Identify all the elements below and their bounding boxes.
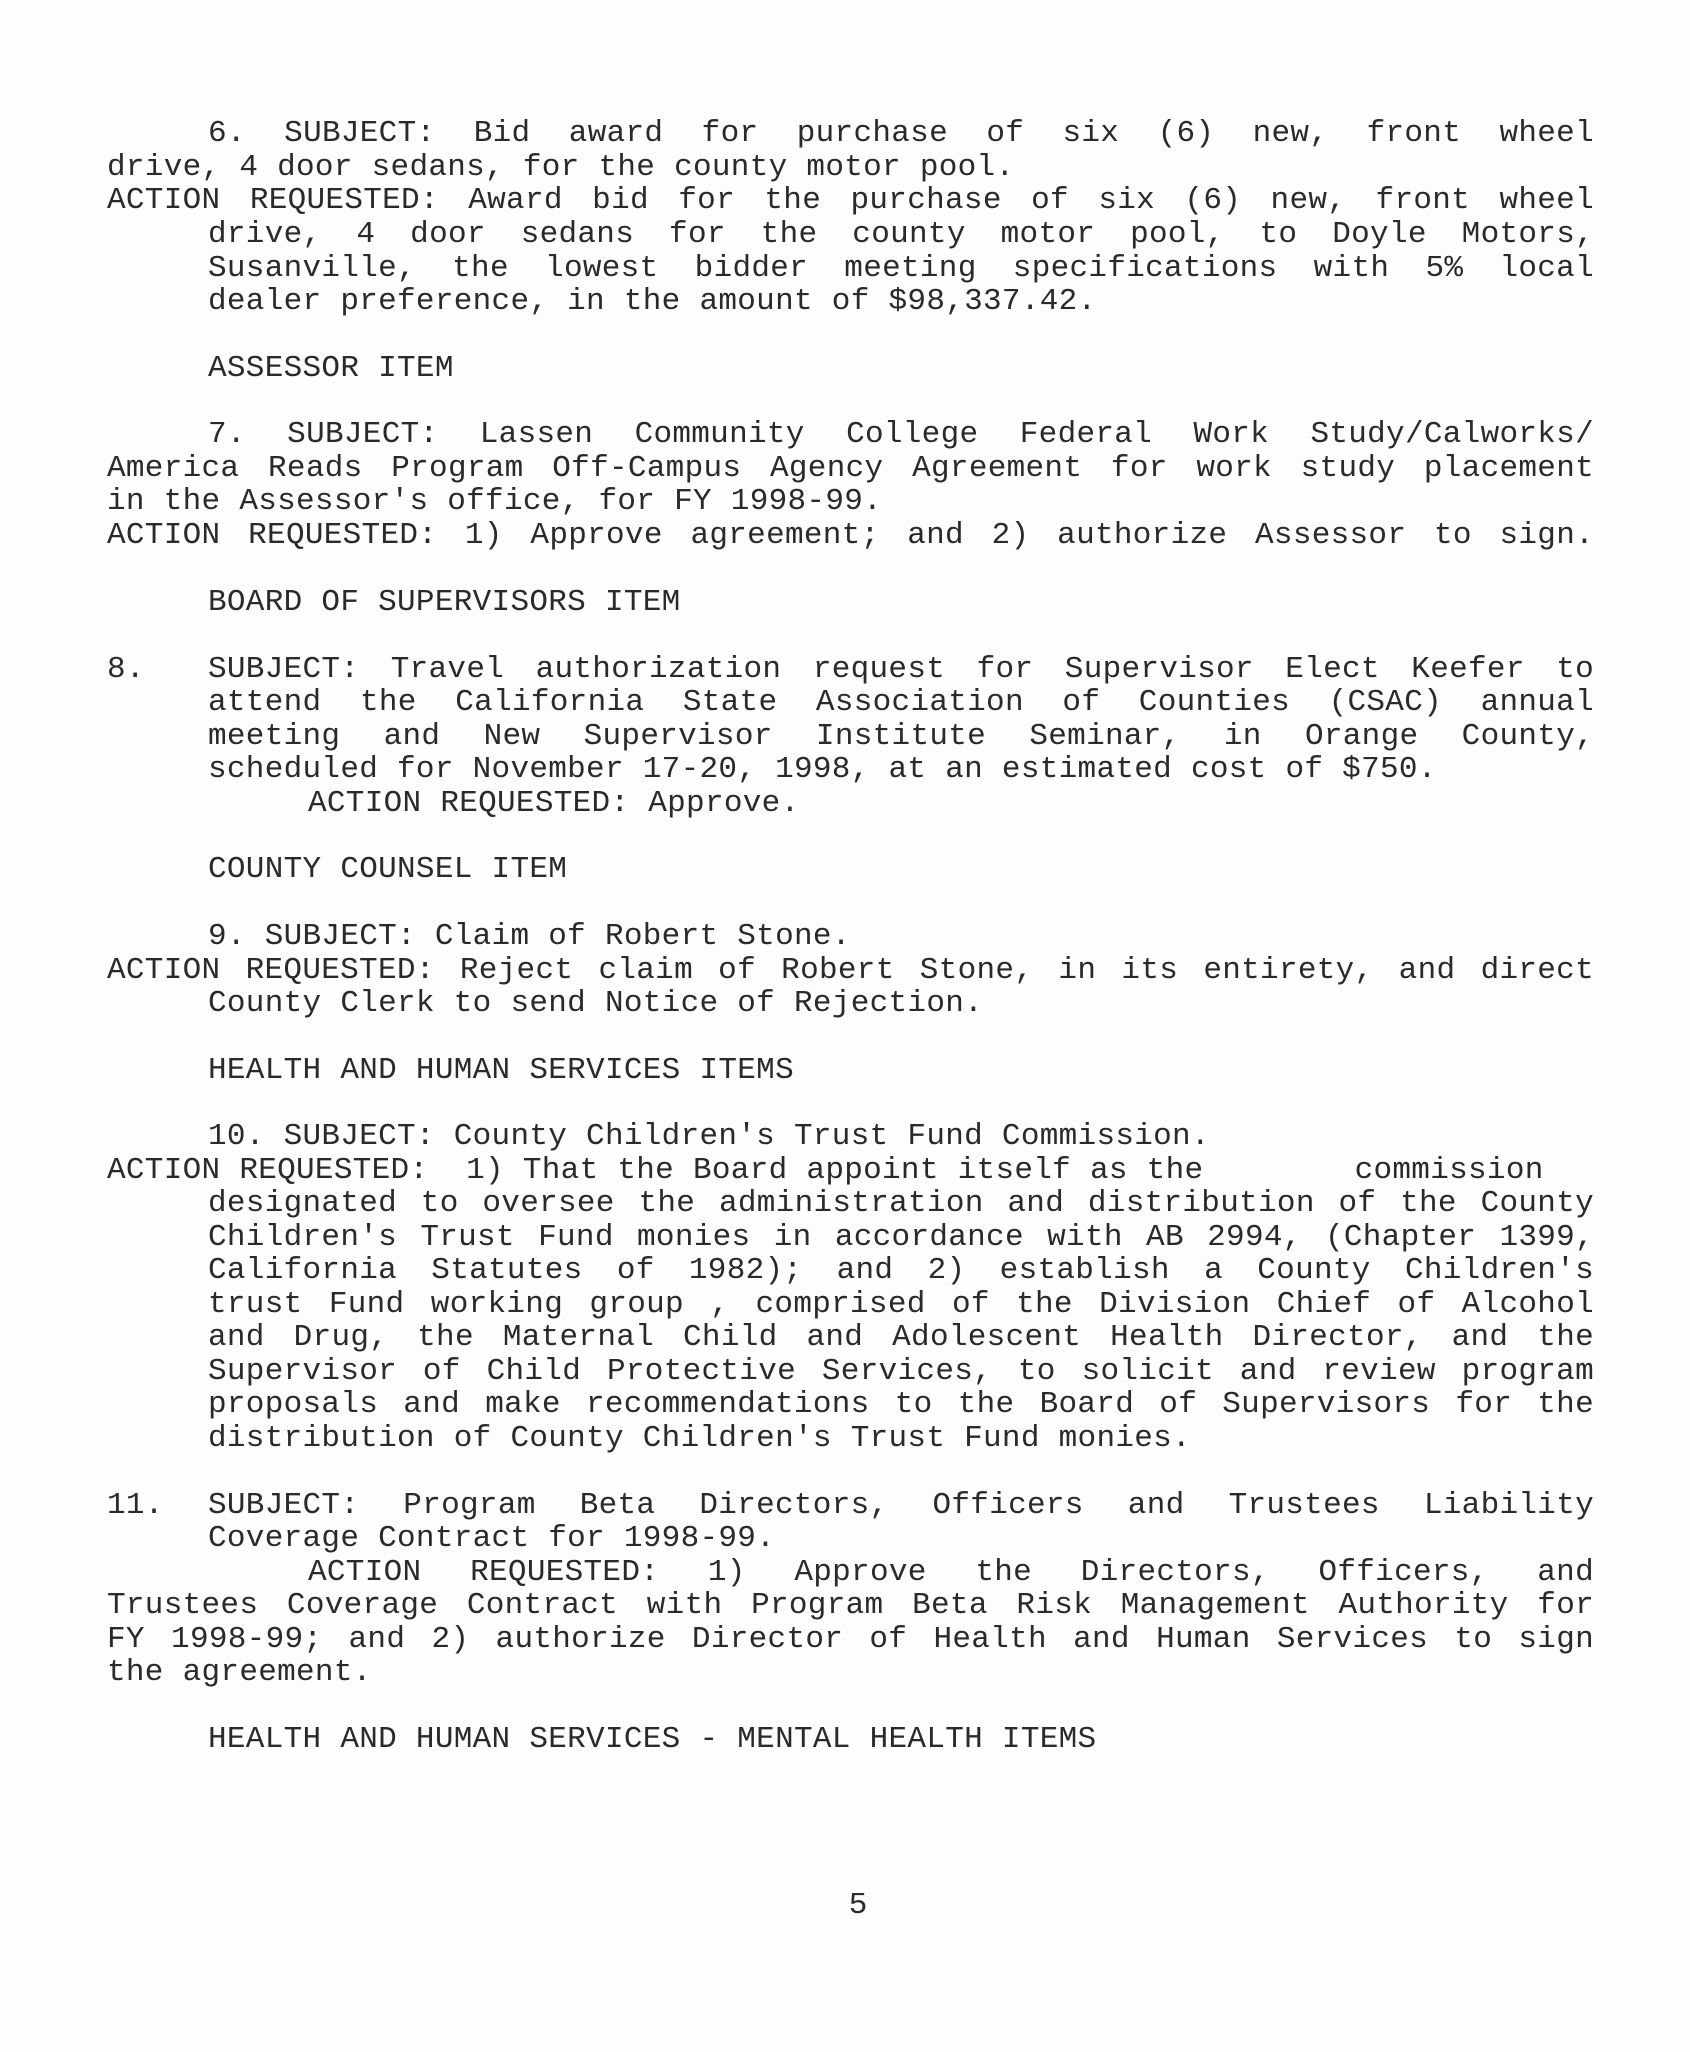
item-6-action-cont: drive, 4 door sedans for the county motor pool, to Doyle Motors,: [208, 217, 1594, 252]
item-11-number: 11.: [107, 1488, 164, 1523]
item-8-subject-cont: meeting and New Supervisor Institute Seminar, in Orange County,: [208, 719, 1594, 754]
page-number: 5: [848, 1888, 868, 1923]
item-11-action-cont: FY 1998-99; and 2) authorize Director of Health and Human Services to sign: [107, 1622, 1594, 1657]
item-10-action-cont: Supervisor of Child Protective Services, to solicit and review program: [208, 1354, 1594, 1389]
item-7-subject-cont: America Reads Program Off-Campus Agency Agreement for work study placement: [107, 451, 1594, 486]
item-8-subject-cont: scheduled for November 17-20, 1998, at an estimated cost of $750.: [208, 752, 1437, 787]
item-11-action: ACTION REQUESTED: 1) Approve the Directors, Officers, and: [308, 1555, 1594, 1590]
section-heading-hhs: HEALTH AND HUMAN SERVICES ITEMS: [208, 1053, 794, 1088]
item-6-subject-cont: drive, 4 door sedans, for the county motor pool.: [107, 150, 1015, 185]
item-11-action-cont: Trustees Coverage Contract with Program Beta Risk Management Authority for: [107, 1588, 1594, 1623]
item-10-action-cont: distribution of County Children's Trust Fund monies.: [208, 1421, 1191, 1456]
item-9-action: ACTION REQUESTED: Reject claim of Robert Stone, in its entirety, and direct: [107, 953, 1594, 988]
item-6-action-cont: Susanville, the lowest bidder meeting specifications with 5% local: [208, 251, 1594, 286]
item-10-subject: 10. SUBJECT: County Children's Trust Fund Commission.: [208, 1119, 1210, 1154]
section-heading-counsel: COUNTY COUNSEL ITEM: [208, 852, 568, 887]
section-heading-assessor: ASSESSOR ITEM: [208, 351, 454, 386]
item-10-action-cont: Children's Trust Fund monies in accordance with AB 2994, (Chapter 1399,: [208, 1220, 1594, 1255]
item-9-subject: 9. SUBJECT: Claim of Robert Stone.: [208, 919, 851, 954]
item-10-action-cont: and Drug, the Maternal Child and Adolescent Health Director, and the: [208, 1320, 1594, 1355]
item-9-action-cont: County Clerk to send Notice of Rejection.: [208, 986, 984, 1021]
item-10-action-cont: proposals and make recommendations to the Board of Supervisors for the: [208, 1387, 1594, 1422]
item-10-action-cont: designated to oversee the administration and distribution of the County: [208, 1186, 1594, 1221]
item-11-subject-cont: Coverage Contract for 1998-99.: [208, 1521, 776, 1556]
item-8-subject: SUBJECT: Travel authorization request for Supervisor Elect Keefer to: [208, 652, 1594, 687]
item-6-subject: 6. SUBJECT: Bid award for purchase of six (6) new, front wheel: [208, 116, 1594, 151]
item-8-subject-cont: attend the California State Association of Counties (CSAC) annual: [208, 685, 1594, 720]
item-7-subject-cont: in the Assessor's office, for FY 1998-99.: [107, 484, 883, 519]
section-heading-board: BOARD OF SUPERVISORS ITEM: [208, 585, 681, 620]
item-8-number: 8.: [107, 652, 145, 687]
item-6-action-cont: dealer preference, in the amount of $98,337.42.: [208, 284, 1097, 319]
item-10-action: ACTION REQUESTED: 1) That the Board appoint itself as the commission: [107, 1153, 1544, 1188]
item-7-subject: 7. SUBJECT: Lassen Community College Federal Work Study/Calworks/: [208, 417, 1594, 452]
item-10-action-cont: California Statutes of 1982); and 2) establish a County Children's: [208, 1253, 1594, 1288]
item-8-action: ACTION REQUESTED: Approve.: [308, 786, 800, 821]
item-10-action-cont: trust Fund working group , comprised of the Division Chief of Alcohol: [208, 1287, 1594, 1322]
item-11-subject: SUBJECT: Program Beta Directors, Officers and Trustees Liability: [208, 1488, 1594, 1523]
item-6-action: ACTION REQUESTED: Award bid for the purchase of six (6) new, front wheel: [107, 183, 1594, 218]
item-11-action-cont: the agreement.: [107, 1655, 372, 1690]
section-heading-mental-health: HEALTH AND HUMAN SERVICES - MENTAL HEALTH ITEMS: [208, 1722, 1097, 1757]
item-7-action: ACTION REQUESTED: 1) Approve agreement; and 2) authorize Assessor to sign.: [107, 518, 1594, 553]
